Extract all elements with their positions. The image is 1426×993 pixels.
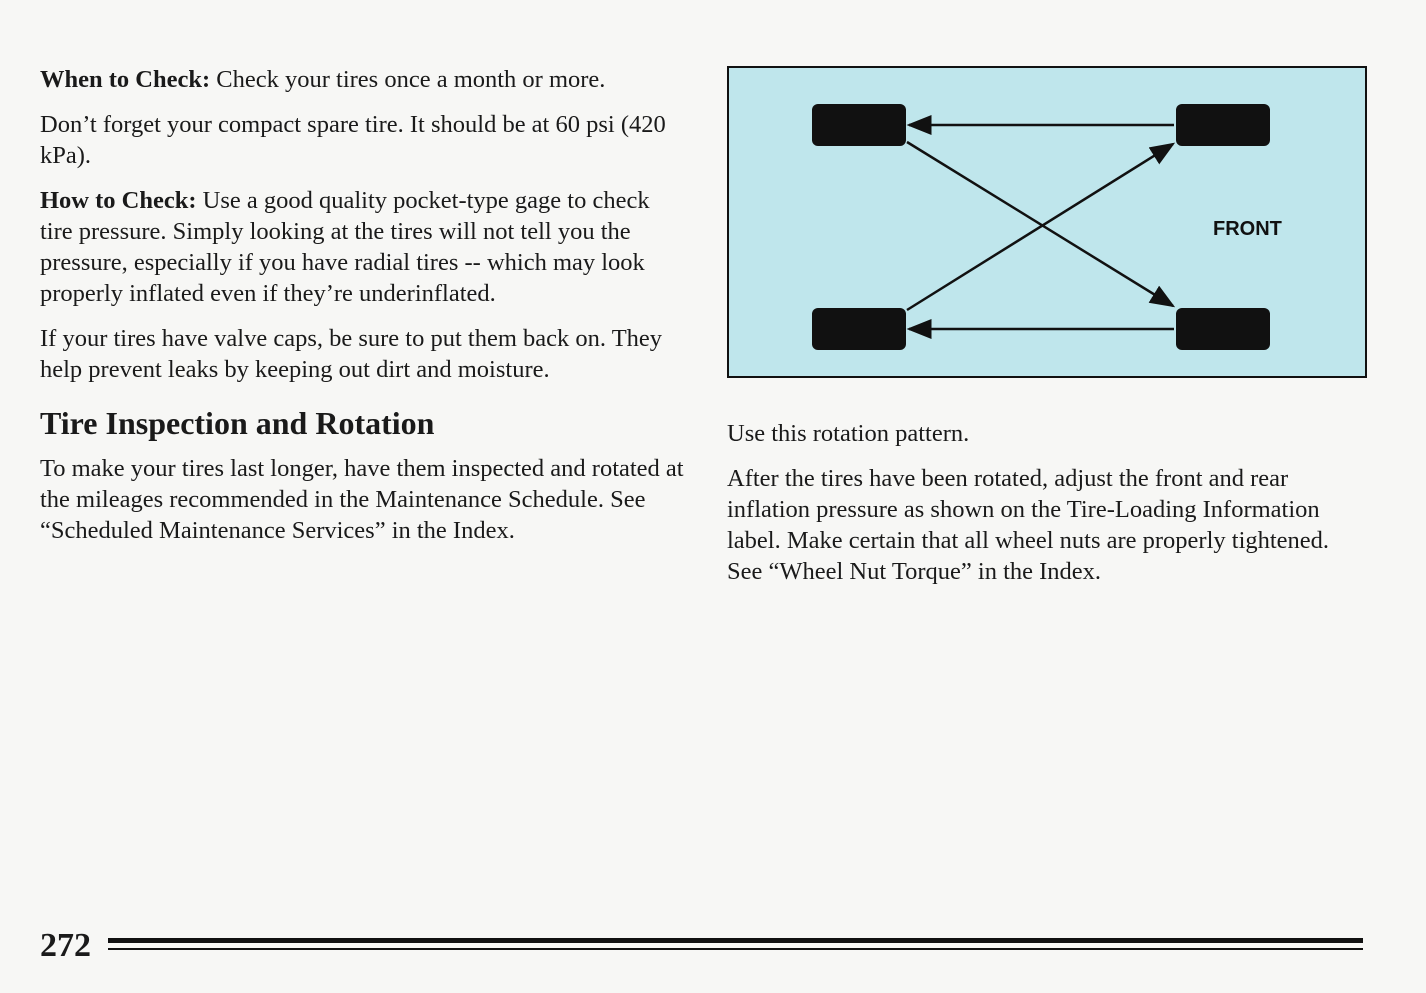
when-to-check-paragraph [40,64,685,95]
tire-rear-left [812,104,906,146]
tire-front-left [1176,104,1270,146]
inspection-paragraph: To make your tires last longer, have them inspected and rotated at the mileages recommended in the Maintenance Schedule. See “Scheduled Maintenance Services” in the Index. [40,455,684,544]
tire-front-right [1176,308,1270,350]
spare-tire-paragraph: Don’t forget your compact spare tire. It should be at 60 psi (420 kPa). [40,111,666,169]
footer-rule-thin [108,948,1363,950]
diagram-caption: Use this rotation pattern. [727,420,970,447]
page-number: 272 [40,927,91,964]
tire-rear-right [812,308,906,350]
after-rotation-paragraph: After the tires have been rotated, adjust the front and rear inflation pressure as shown on the Tire-Loading Information label. Make certain that all wheel nuts are properly tightened. See “Wheel Nut Torque” in the Index. [727,465,1330,585]
arrow-cross-down [907,142,1173,306]
left-column [40,64,685,560]
when-to-check-text: Check your tires once a month or more. [210,66,606,93]
how-to-check-label: How to Check: [40,187,197,214]
valve-caps-paragraph: If your tires have valve caps, be sure to put them back on. They help prevent leaks by keeping out dirt and moisture. [40,325,663,383]
how-to-check-paragraph [40,185,685,309]
footer-rule-thick [108,938,1363,943]
front-label: FRONT [1213,218,1282,240]
when-to-check-label: When to Check: [40,66,211,93]
page-footer [40,926,1365,966]
how-to-check-text: Use a good quality pocket-type gage to check tire pressure. Simply looking at the tires will not tell you the pressure, especially if you have radial tires -- which may look properly inflated even if they’re underinflated. [40,187,650,307]
right-column [727,66,1367,601]
section-heading: Tire Inspection and Rotation [40,405,435,441]
tire-rotation-diagram [727,66,1367,378]
arrow-cross-up [907,144,1173,310]
